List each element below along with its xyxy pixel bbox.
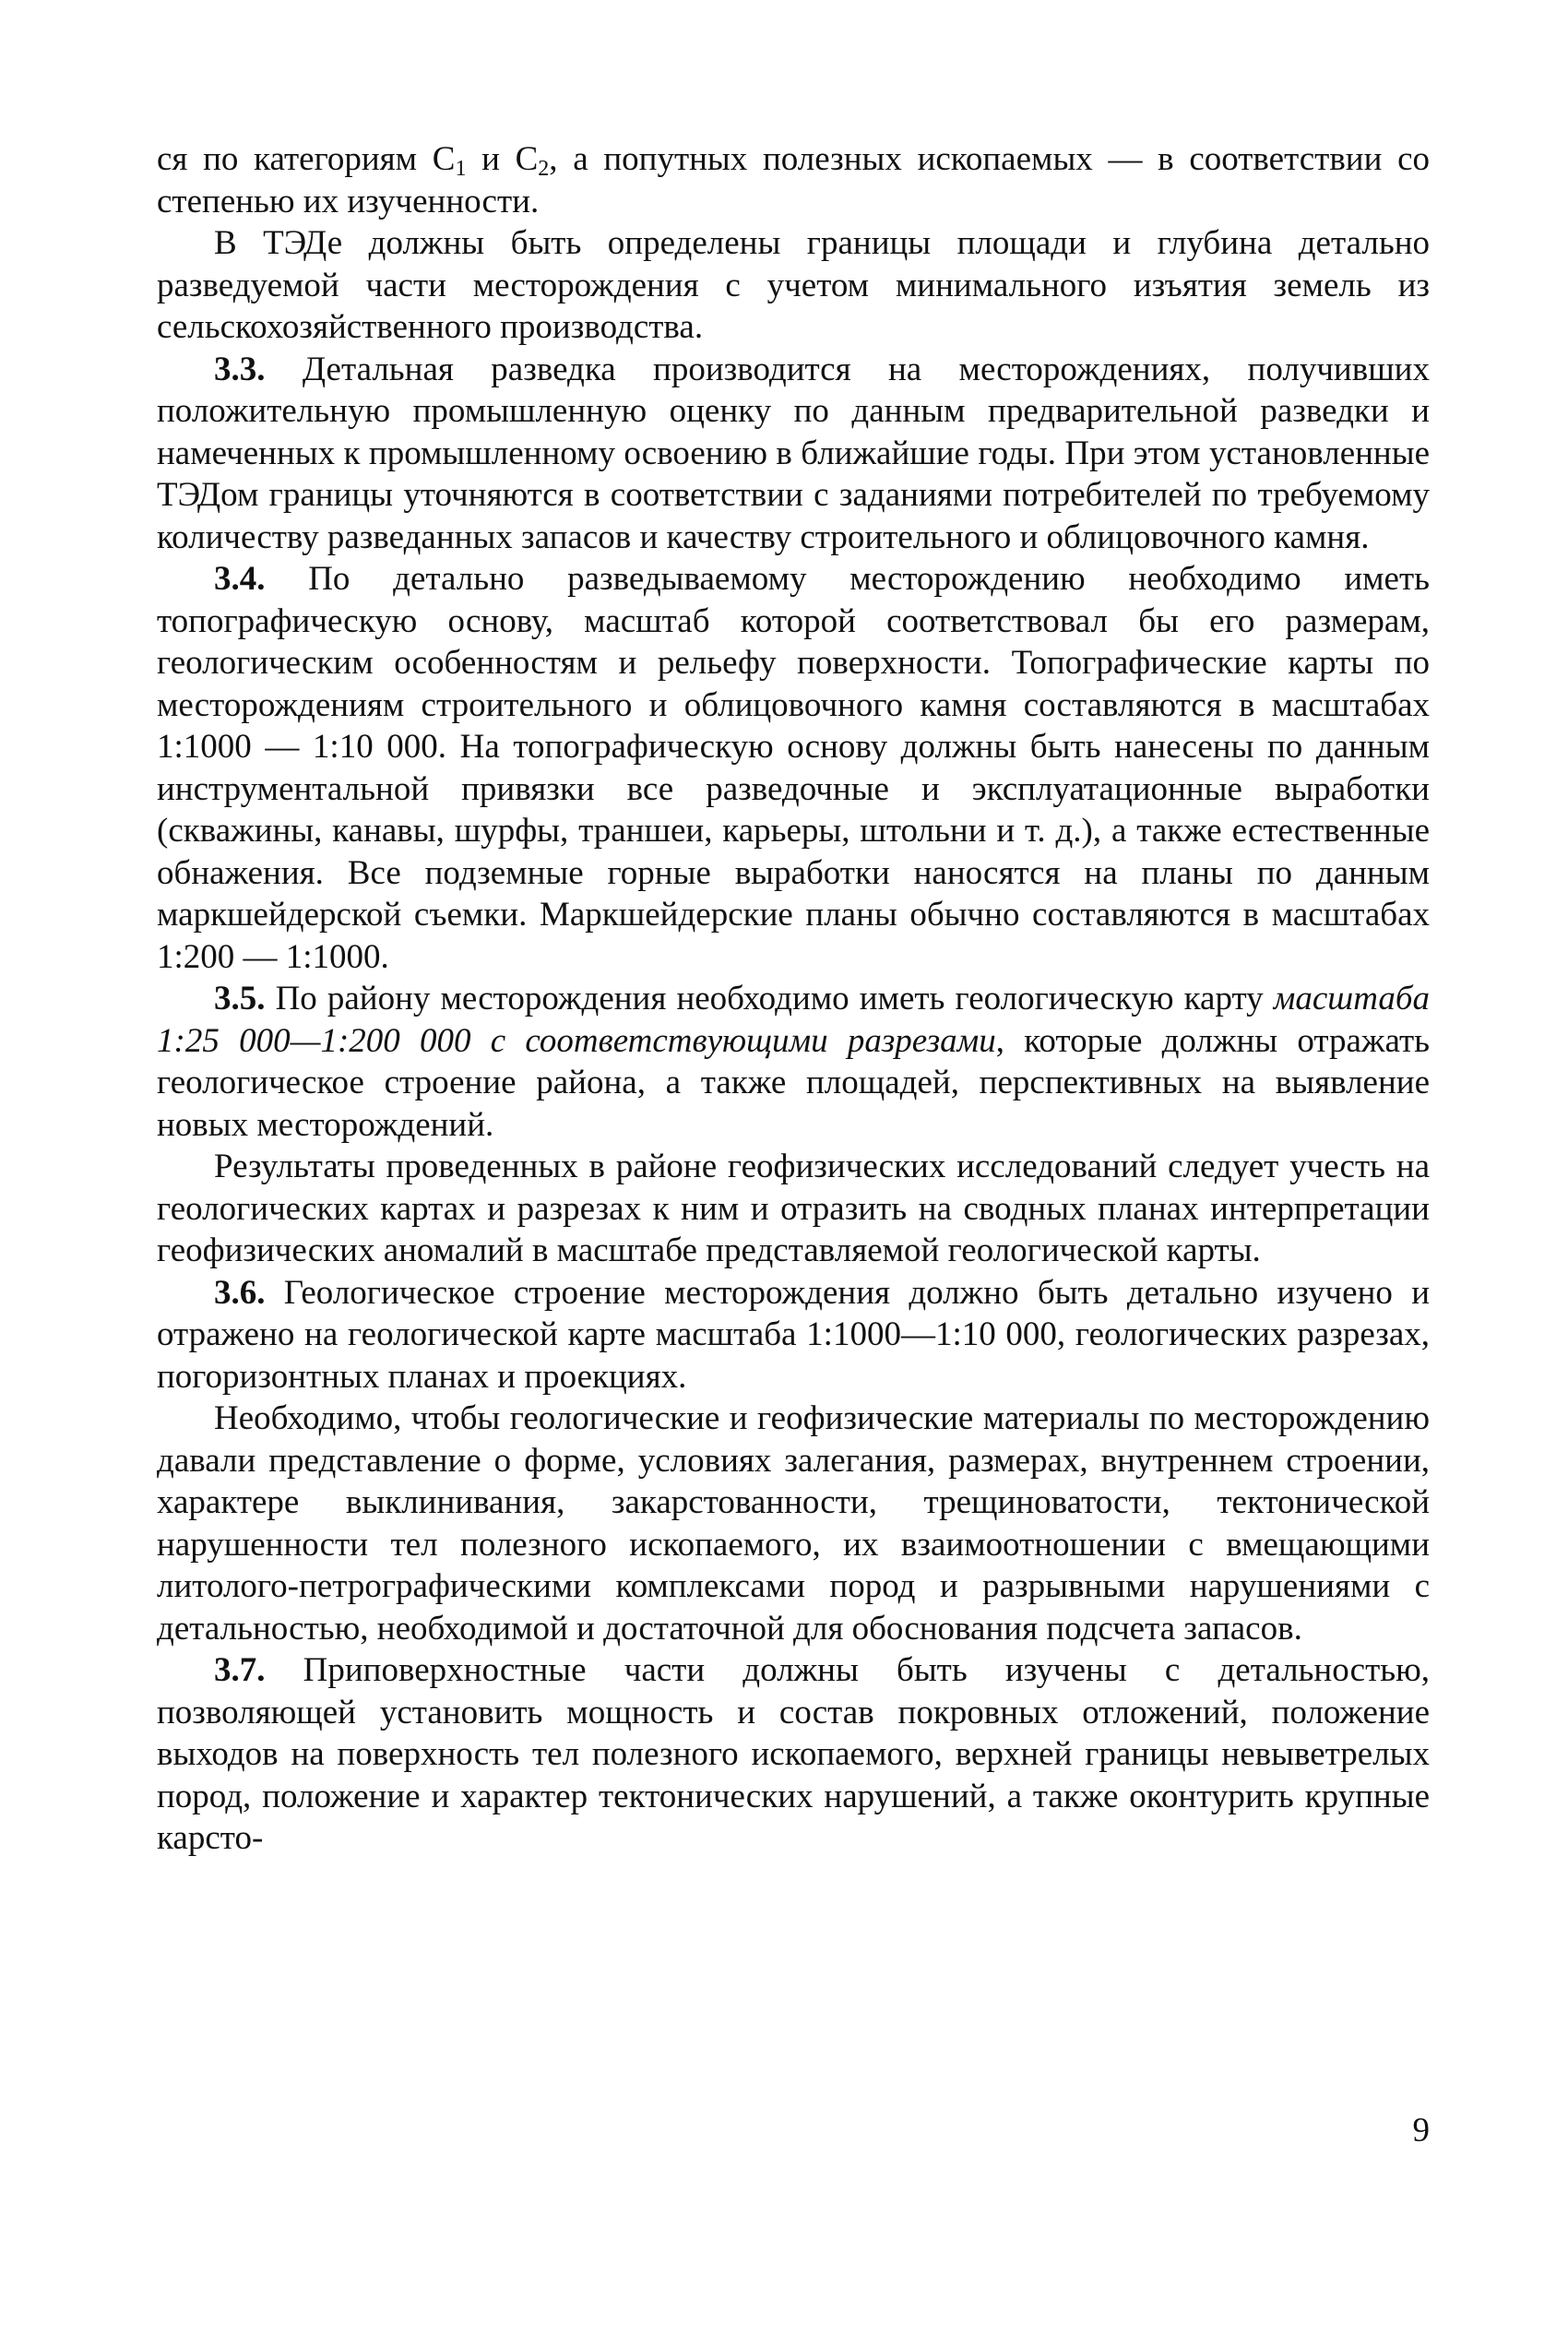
p1-subscript-1: 1 (455, 157, 467, 181)
p1-subscript-2: 2 (538, 157, 550, 181)
paragraph-3-5-text-1: По району месторождения необходимо иметь геологическую карту (265, 980, 1274, 1017)
paragraph-3-5-text-2: , которые должны отражать геологическое строение района, а также площадей, перспективных на выявление новых месторождений. (157, 1021, 1430, 1144)
paragraph-3-4-text: По детально разведываемому месторождению необходимо иметь топографическую основу, масштаб которой соответствовал бы его размерам, геологическим особенностям и рельефу поверхности. Топографические карты по месторождениям строительного и облицовочного камня составляются в масштабах 1:1000 — 1:10 000. На топографическую основу должны быть нанесены по данным инструментальной привязки все разведочные и эксплуатационные выработки (скважины, канавы, шурфы, траншеи, карьеры, штольни и т. д.), а также естественные обнажения. Все подземные горные выработки наносятся на планы по данным маркшейдерской съемки. Маркшейдерские планы обычно составляются в масштабах 1:200 — 1:1000. (157, 560, 1430, 976)
document-page-body (157, 138, 1430, 1860)
paragraph-3-3 (157, 349, 1430, 559)
paragraph-geophysics-results: Результаты проведенных в районе геофизических исследований следует учесть на геологических картах и разрезах к ним и отразить на сводных планах интерпретации геофизических аномалий в масштабе представляемой геологической карты. (157, 1148, 1430, 1269)
paragraph-3-7 (157, 1649, 1430, 1860)
paragraph-continuation (157, 138, 1430, 222)
section-number-3-7: 3.7. (214, 1651, 266, 1689)
paragraph-3-5 (157, 978, 1430, 1146)
paragraph-3-6-text: Геологическое строение месторождения должно быть детально изучено и отражено на геологической карте масштаба 1:1000—1:10 000, геологических разрезах, погоризонтных планах и проекциях. (157, 1273, 1430, 1396)
p1-text-after: , а попутных полезных ископаемых — в соответствии со степенью их изученности. (157, 140, 1430, 220)
paragraph-3-6 (157, 1272, 1430, 1398)
paragraph-materials-requirements: Необходимо, чтобы геологические и геофизические материалы по месторождению давали представление о форме, условиях залегания, размерах, внутреннем строении, характере выклинивания, закарстованности, трещиноватости, тектонической нарушенности тел полезного ископаемого, их взаимоотношении с вмещающими литолого-петрографическими комплексами пород и разрывными нарушениями с детальностью, необходимой и достаточной для обоснования подсчета запасов. (157, 1399, 1430, 1648)
section-number-3-6: 3.6. (214, 1273, 266, 1312)
paragraph-3-3-text: Детальная разведка производится на месторождениях, получивших положительную промышленную оценку по данным предварительной разведки и намеченных к промышленному освоению в ближайшие годы. При этом установленные ТЭДом границы уточняются в соответствии с заданиями потребителей по требуемому количеству разведанных запасов и качеству строительного и облицовочного камня. (157, 350, 1430, 556)
section-number-3-3: 3.3. (214, 350, 266, 388)
paragraph-ted-boundaries: В ТЭДе должны быть определены границы площади и глубина детально разведуемой части месторождения с учетом минимального изъятия земель из сельскохозяйственного производства. (157, 224, 1430, 346)
section-number-3-5: 3.5. (214, 980, 266, 1017)
p1-text-before: ся по категориям C (157, 140, 456, 178)
page-number: 9 (1412, 2112, 1430, 2149)
p1-text-mid: и C (466, 140, 539, 178)
section-number-3-4: 3.4. (214, 560, 266, 598)
paragraph-3-5-italic: масштаба 1:25 000—1:200 000 с соответствующими разрезами (157, 980, 1430, 1060)
paragraph-3-7-text: Приповерхностные части должны быть изучены с детальностью, позволяющей установить мощность и состав покровных отложений, положение выходов на поверхность тел полезного ископаемого, верхней границы невыветрелых пород, положение и характер тектонических нарушений, а также оконтурить крупные карсто- (157, 1651, 1430, 1857)
paragraph-3-4 (157, 558, 1430, 978)
